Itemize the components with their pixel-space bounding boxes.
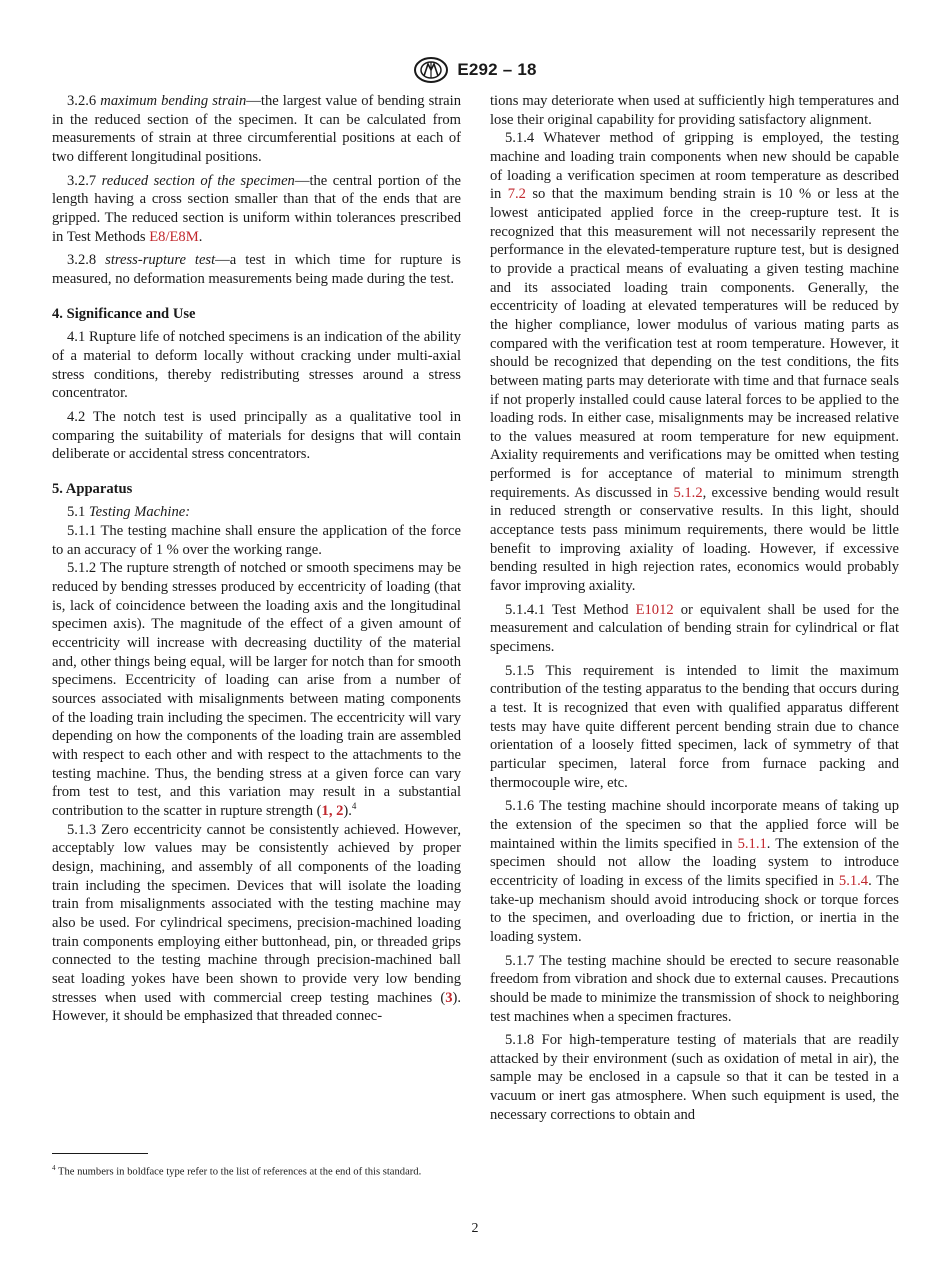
section-3-2-7: 3.2.7 reduced section of the specimen—the central portion of the length having a cross section smaller than that of the ends that are gripped. The reduced section is uniform within tolerances prescribed in Test Methods E8/E8M.	[52, 172, 461, 245]
section-5-1-3: 5.1.3 Zero eccentricity cannot be consistently achieved. However, acceptably low values may be consistently achieved by proper design, machining, and assembly of all components of the loading train including the specimen. Devices that will isolate the loading train from misalignments associated with the testing machine may also be used. For cylindrical specimens, precision-machined loading train components employing either buttonhead, pin, or threaded grips connected to the testing machine through precision-machined ball seat loading yokes have been shown to provide very low bending stresses when used with commercial creep testing machines (3). However, it should be emphasized that threaded connec-	[52, 821, 461, 1025]
link-5-1-4[interactable]: 5.1.4	[838, 872, 869, 889]
section-5-1-3-continued: tions may deteriorate when used at sufficiently high temperatures and lose their original capability for providing satisfactory alignment.	[490, 93, 899, 128]
section-5-1-4: 5.1.4 Whatever method of gripping is employed, the testing machine and loading train components when new should be capable of loading a verification specimen at room temperature as described in 7.2 so that the maximum bending strain is 10 % or less at the lowest anticipated applied force in the creep-rupture test. It is recognized that this measurement will not necessarily represent the performance in the elevated-temperature rupture test, but is designed to provide a practical means of evaluating a given testing machine and its associated loading train components. Generally, the eccentricity of loading at elevated temperatures will be reduced by the higher compliance, lower modulus of various mating parts as compared with the verification test at room temperature. However, it should be recognized that depending on the test conditions, the fits between mating parts may deteriorate with time and that furnace seals if not properly installed could cause lateral forces to be applied to the loading rods. In either case, misalignments may be increased relative to the values measured at room temperature for new equipment. Axiality requirements and verifications may be omitted when testing performed is for acceptance of material to minimum strength requirements. As discussed in 5.1.2, excessive bending would result in reduced strength or conservative results. In this light, should acceptance tests pass minimum requirements, there would be little benefit to improving axiality of loading. However, if excessive bending resulted in high rejection rates, economics would probably favor improving axiality.	[490, 130, 899, 595]
footnote-ref-4[interactable]: 4	[351, 801, 357, 812]
footnote-mark: 4	[52, 1164, 56, 1172]
footnote-4	[52, 1161, 461, 1180]
section-4-2: 4.2 The notch test is used principally as a qualitative tool in comparing the suitability of materials for designs that will contain deliberate or accidental stress concentrators.	[52, 408, 461, 463]
astm-logo	[413, 56, 449, 84]
page-header	[0, 56, 950, 84]
left-column	[52, 92, 461, 1026]
section-5-1-5: 5.1.5 This requirement is intended to limit the maximum contribution of the testing apparatus to the bending that occurs during a test. It is recognized that even with qualified apparatus different tests may have quite different percent bending strain due to chance orientation of a loosely fitted specimen, lack of symmetry of that particular specimen, lateral force from furnace packing and thermocouple wire, etc.	[490, 662, 899, 791]
section-3-2-6: 3.2.6 maximum bending strain—the largest value of bending strain in the reduced section of the specimen. It can be calculated from measurements of strain at three circumferential positions at each of two different longitudinal positions.	[52, 93, 462, 165]
page-number: 2	[471, 1221, 479, 1236]
ref-1[interactable]: 1	[321, 802, 329, 819]
link-7-2[interactable]: 7.2	[507, 186, 526, 203]
standard-designation: E292 – 18	[457, 60, 537, 79]
term-reduced-section: reduced section of the specimen	[101, 172, 295, 189]
section-5-1-7: 5.1.7 The testing machine should be erected to secure reasonable freedom from vibration and shock due to external causes. Precautions should be made to minimize the transmission of shock to neighboring test machines when a specimen fractures.	[490, 952, 899, 1025]
term-testing-machine: Testing Machine:	[88, 504, 191, 521]
link-e8-e8m[interactable]: E8/E8M	[149, 228, 199, 245]
link-5-1-2[interactable]: 5.1.2	[673, 484, 703, 501]
term-stress-rupture-test: stress-rupture test	[105, 252, 216, 269]
section-5-1: 5.1 Testing Machine:	[67, 504, 191, 521]
term-maximum-bending-strain: maximum bending strain	[100, 93, 247, 109]
ref-2[interactable]: 2	[336, 802, 344, 819]
link-e1012[interactable]: E1012	[635, 601, 674, 618]
section-5-1-4-1: 5.1.4.1 Test Method E1012 or equivalent shall be used for the measurement and calculation of bending strain for cylindrical or flat specimens.	[490, 601, 899, 656]
right-column	[490, 92, 899, 1124]
footnote-divider	[52, 1153, 148, 1154]
section-5-1-1: 5.1.1 The testing machine shall ensure the application of the force to an accuracy of 1 % over the working range.	[52, 523, 461, 558]
link-5-1-1[interactable]: 5.1.1	[737, 835, 767, 852]
ref-3[interactable]: 3	[445, 989, 453, 1006]
heading-apparatus: 5. Apparatus	[52, 480, 133, 497]
section-5-1-6: 5.1.6 The testing machine should incorporate means of taking up the extension of the specimen so that the applied force will be maintained within the limits specified in 5.1.1. The extension of the specimen should not allow the loading system to introduce eccentricity of loading in excess of the limits specified in 5.1.4. The take-up mechanism should avoid introducing shock or torque forces to the specimen, and overloading due to friction, or inertia in the loading system.	[490, 798, 899, 945]
footnote-text: The numbers in boldface type refer to the list of references at the end of this standard.	[57, 1166, 422, 1178]
section-3-2-8: 3.2.8 stress-rupture test—a test in which time for rupture is measured, no deformation measurements being made during the test.	[52, 252, 461, 287]
heading-significance-and-use: 4. Significance and Use	[52, 305, 196, 322]
section-4-1: 4.1 Rupture life of notched specimens is an indication of the ability of a material to deform locally without cracking under multi-axial stress conditions, thereby redistributing stresses around a stress concentrator.	[52, 329, 461, 402]
section-5-1-2: 5.1.2 The rupture strength of notched or smooth specimens may be reduced by bending stresses produced by eccentricity of loading (that is, lack of coincidence between the loading axis and the longitudinal specimen axis). The magnitude of the effect of a given amount of eccentricity will increase with decreasing ductility of the material and, other things being equal, will be larger for notch than for smooth specimens. Eccentricity of loading can arise from a number of sources associated with misalignments between mating components of the loading train including the specimen. The eccentricity will vary depending on how the components of the loading train are assembled with respect to each other and with respect to the attachments to the testing machine. Thus, the bending stress at a given force can vary from test to test, and this variation may result in a substantial contribution to the scatter in rupture strength (1, 2).$^4$	[52, 560, 461, 819]
section-5-1-8: 5.1.8 For high-temperature testing of materials that are readily attacked by their environment (such as oxidation of metal in air), the sample may be enclosed in a capsule so that it can be tested in a vacuum or inert gas atmosphere. When such equipment is used, the necessary corrections to obtain and	[490, 1032, 899, 1123]
